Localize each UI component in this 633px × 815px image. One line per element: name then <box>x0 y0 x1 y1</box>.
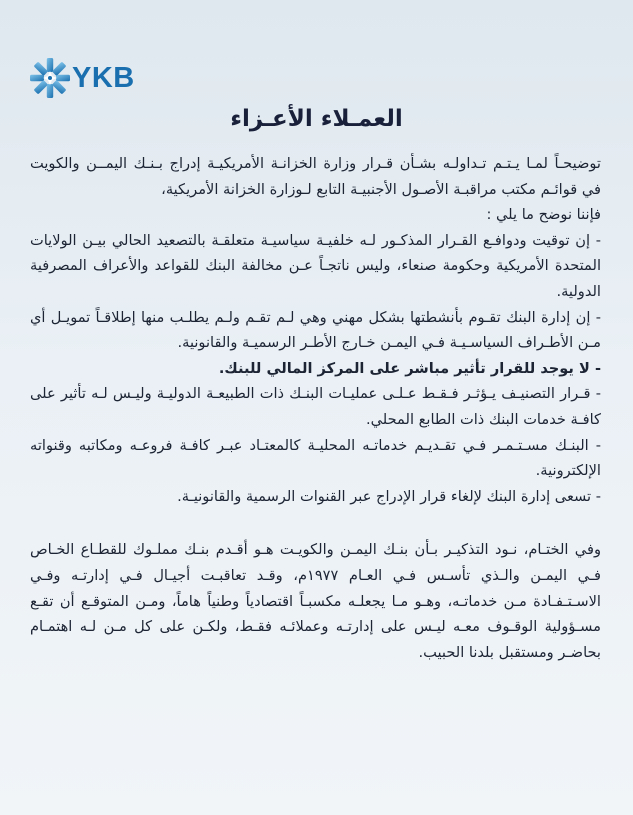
intro-paragraph: توضيحـاً لمـا يـتـم تـداولـه بشـأن قـرار وزارة الخزانـة الأمريكيـة إدراج بـنـك اليمــن والكويت في قوائـم مكتب مراقبـة الأصـول الأجنبيـة التابع لـوزارة الخزانة الأمريكية، <box>30 155 601 198</box>
list-item: - لا يوجد للقرار تأثير مباشر على المركز المالي للبنك. <box>218 359 601 377</box>
list-item: - قـرار التصنيـف يـؤثـر فـقـط عـلـى عمليـات البنـك ذات الطبيعـة الدوليـة وليـس لـه تأثير على كافـة خدمات البنك ذات الطابع المحلي. <box>30 385 602 428</box>
ykb-logo <box>26 54 156 102</box>
statement-body <box>30 151 601 665</box>
list-item: - إن إدارة البنك تقـوم بأنشطتها بشكل مهني وهي لـم تقـم ولـم يطلـب منها إطلاقـاً تمويـل أي مـن الأطـراف السياسـيـة فـي اليمـن خـارج الأطـر الرسميـة والقانونية. <box>30 308 601 352</box>
ykb-star-logo-icon <box>26 54 74 102</box>
closing-paragraph: وفي الختـام، نـود التذكيـر بـأن بنـك اليمـن والكويـت هـو أقـدم بنـك مملـوك للقطـاع الخـاص فـي اليمـن والـذي تأسـس فـي العـام ١٩٧٧م، وقـد تعاقبـت أجيـال فـي إدارتـه وفـي الاسـتـفـادة مـن خدماتـه، وهـو مـا يجعلـه مكسبـاً اقتصادياً وطنياً هاماً، ومـن المتوقـع أن تقـع مسـؤولية الوقـوف معـه ليـس على إدارتـه وعملائـه فقـط، ولكـن على كل مـن لـه اهتمـام بحاضـر ومستقبل بلدنا الحبيب. <box>30 541 601 661</box>
brand-name: YKB <box>72 62 135 94</box>
list-item: - إن توقيت ودوافـع القـرار المذكـور لـه خلفيـة سياسيـة متعلقـة بالتصعيد الحالي بيـن الولايات المتحدة الأمريكية وحكومة صنعاء، وليس ناتجـاً عـن مخالفة البنك للقواعد والأعراف المصرفية الدولية. <box>30 231 601 300</box>
page-title: العمـلاء الأعـزاء <box>230 106 403 132</box>
lead-line: فإننا نوضح ما يلي : <box>486 206 601 224</box>
paragraph-gap <box>30 509 601 537</box>
points-list <box>30 228 601 510</box>
list-item: - تسعى إدارة البنك لإلغاء قرار الإدراج عبر القنوات الرسمية والقانونيـة. <box>177 487 601 505</box>
list-item: - البنـك مسـتـمـر فـي تقـديـم خدماتـه المحليـة كالمعتـاد عبـر كافـة فروعـه ومكاتبه وقنواته الإلكترونية. <box>30 436 601 480</box>
